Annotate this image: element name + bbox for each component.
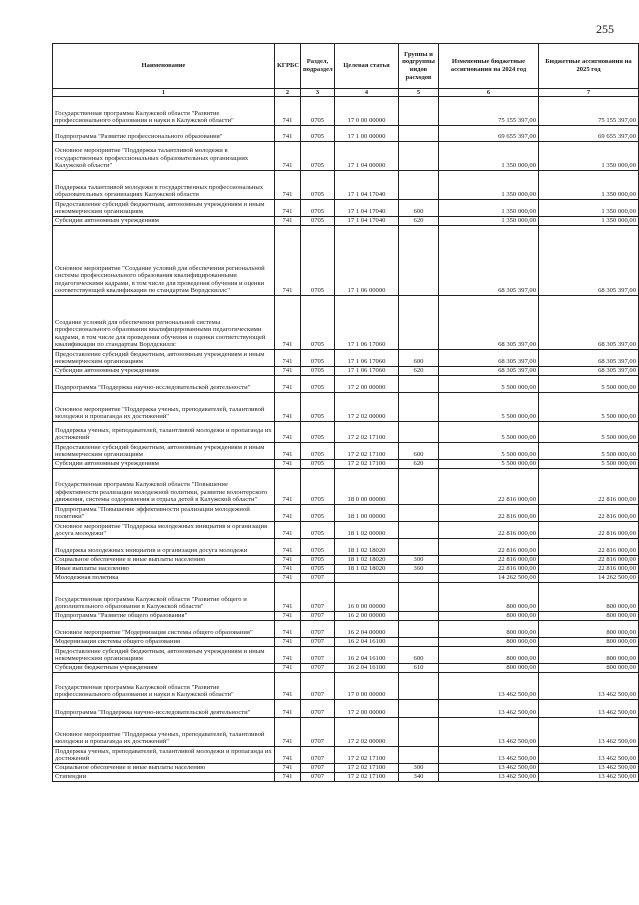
row-section: 0705 <box>301 505 335 522</box>
row-amount-2025: 68 305 397,00 <box>539 350 639 367</box>
row-kgrbs: 741 <box>275 226 301 296</box>
row-group <box>399 422 439 443</box>
row-kgrbs: 741 <box>275 422 301 443</box>
row-group <box>399 296 439 350</box>
row-amount-2024: 22 816 000,00 <box>439 522 539 539</box>
row-section: 0707 <box>301 574 335 583</box>
row-amount-2024: 75 155 397,00 <box>439 97 539 126</box>
row-kgrbs: 741 <box>275 638 301 647</box>
row-section: 0705 <box>301 539 335 556</box>
row-section: 0705 <box>301 97 335 126</box>
row-article: 17 2 00 00000 <box>335 700 399 718</box>
row-kgrbs: 741 <box>275 773 301 782</box>
row-group: 340 <box>399 773 439 782</box>
row-article: 17 2 02 17100 <box>335 422 399 443</box>
row-group <box>399 376 439 393</box>
table-row <box>53 226 639 296</box>
row-kgrbs: 741 <box>275 126 301 142</box>
row-section: 0705 <box>301 200 335 217</box>
row-name: Создание условий для обеспечения региональной системы профессионального образования квалифицированными педагогическими кадрами, в том числе для проведения обучения и оценки соответствующей квалификации по стандартам Ворлдскиллс <box>53 296 275 350</box>
row-amount-2024: 68 305 397,00 <box>439 296 539 350</box>
row-amount-2024: 22 816 000,00 <box>439 565 539 574</box>
row-name: Субсидии автономным учреждениям <box>53 460 275 469</box>
row-group <box>399 393 439 422</box>
row-article: 18 0 00 00000 <box>335 469 399 505</box>
row-kgrbs: 741 <box>275 367 301 376</box>
table-row <box>53 469 639 505</box>
row-name: Модернизация системы общего образования <box>53 638 275 647</box>
row-kgrbs: 741 <box>275 217 301 226</box>
column-number: 5 <box>399 89 439 97</box>
row-amount-2024: 5 500 000,00 <box>439 393 539 422</box>
row-amount-2025: 800 000,00 <box>539 647 639 664</box>
row-amount-2025: 800 000,00 <box>539 583 639 612</box>
row-amount-2024: 68 305 397,00 <box>439 350 539 367</box>
row-section: 0705 <box>301 522 335 539</box>
row-group <box>399 522 439 539</box>
row-group: 600 <box>399 443 439 460</box>
row-amount-2024: 13 462 500,00 <box>439 764 539 773</box>
row-group <box>399 638 439 647</box>
row-section: 0707 <box>301 664 335 673</box>
row-kgrbs: 741 <box>275 700 301 718</box>
row-kgrbs: 741 <box>275 647 301 664</box>
column-number: 1 <box>53 89 275 97</box>
row-name: Государственная программа Калужской области "Развитие профессионального образования и науки в Калужской области" <box>53 97 275 126</box>
row-amount-2025: 75 155 397,00 <box>539 97 639 126</box>
row-article: 18 1 02 18020 <box>335 556 399 565</box>
row-kgrbs: 741 <box>275 718 301 747</box>
row-kgrbs: 741 <box>275 350 301 367</box>
table-row <box>53 565 639 574</box>
row-article: 17 1 04 17040 <box>335 200 399 217</box>
row-kgrbs: 741 <box>275 443 301 460</box>
row-name: Основное мероприятие "Модернизация системы общего образования" <box>53 621 275 638</box>
table-row <box>53 171 639 200</box>
row-group: 600 <box>399 647 439 664</box>
row-kgrbs: 741 <box>275 764 301 773</box>
row-group <box>399 747 439 764</box>
row-article: 17 2 02 17100 <box>335 747 399 764</box>
row-name: Поддержка ученых, преподавателей, талантливой молодежи и пропаганда их достижений <box>53 422 275 443</box>
row-amount-2025: 800 000,00 <box>539 621 639 638</box>
row-section: 0705 <box>301 226 335 296</box>
row-amount-2024: 1 350 000,00 <box>439 200 539 217</box>
row-article: 16 0 00 00000 <box>335 583 399 612</box>
row-section: 0707 <box>301 638 335 647</box>
row-name: Молодежная политика <box>53 574 275 583</box>
column-number: 2 <box>275 89 301 97</box>
row-amount-2025: 13 462 500,00 <box>539 700 639 718</box>
table-row <box>53 664 639 673</box>
row-name: Предоставление субсидий бюджетным, автономным учреждениям и иным некоммерческим организациям <box>53 647 275 664</box>
row-name: Основное мероприятие "Поддержка ученых, преподавателей, талантливой молодежи и пропаганда их достижений" <box>53 718 275 747</box>
row-name: Субсидии бюджетным учреждениям <box>53 664 275 673</box>
row-group <box>399 226 439 296</box>
column-number: 4 <box>335 89 399 97</box>
row-name: Предоставление субсидий бюджетным, автономным учреждениям и иным некоммерческим организациям <box>53 443 275 460</box>
row-name: Иные выплаты населению <box>53 565 275 574</box>
row-amount-2025: 5 500 000,00 <box>539 443 639 460</box>
row-section: 0707 <box>301 700 335 718</box>
table-row <box>53 376 639 393</box>
row-group: 300 <box>399 556 439 565</box>
table-row <box>53 443 639 460</box>
row-section: 0705 <box>301 469 335 505</box>
table-row <box>53 773 639 782</box>
row-kgrbs: 741 <box>275 673 301 700</box>
table-row <box>53 200 639 217</box>
row-article: 16 2 04 16100 <box>335 664 399 673</box>
row-amount-2025: 14 262 500,00 <box>539 574 639 583</box>
row-article: 16 2 04 16100 <box>335 647 399 664</box>
column-number: 6 <box>439 89 539 97</box>
row-section: 0705 <box>301 367 335 376</box>
row-amount-2025: 68 305 397,00 <box>539 367 639 376</box>
row-amount-2025: 800 000,00 <box>539 612 639 621</box>
row-name: Государственная программа Калужской области "Развитие общего и дополнительного образования в Калужской области" <box>53 583 275 612</box>
table-row <box>53 126 639 142</box>
row-kgrbs: 741 <box>275 565 301 574</box>
row-section: 0707 <box>301 747 335 764</box>
row-article: 17 2 02 17100 <box>335 460 399 469</box>
row-group: 360 <box>399 565 439 574</box>
row-article: 17 1 06 17060 <box>335 296 399 350</box>
row-name: Подпрограмма "Поддержка научно-исследовательской деятельности" <box>53 700 275 718</box>
table-row <box>53 673 639 700</box>
row-name: Предоставление субсидий бюджетным, автономным учреждениям и иным некоммерческим организациям <box>53 350 275 367</box>
row-section: 0705 <box>301 171 335 200</box>
row-group: 620 <box>399 217 439 226</box>
row-name: Подпрограмма "Поддержка научно-исследовательской деятельности" <box>53 376 275 393</box>
row-amount-2025: 800 000,00 <box>539 664 639 673</box>
row-amount-2025: 5 500 000,00 <box>539 422 639 443</box>
row-amount-2025: 13 462 500,00 <box>539 764 639 773</box>
row-name: Государственная программа Калужской области "Повышение эффективности реализации молодежной политики, развитие волонтерского движения, системы оздоровления и отдыха детей в Калужской области" <box>53 469 275 505</box>
row-amount-2024: 13 462 500,00 <box>439 673 539 700</box>
column-number: 3 <box>301 89 335 97</box>
row-article <box>335 574 399 583</box>
row-article: 17 2 02 17100 <box>335 764 399 773</box>
row-amount-2024: 800 000,00 <box>439 664 539 673</box>
row-kgrbs: 741 <box>275 664 301 673</box>
row-kgrbs: 741 <box>275 171 301 200</box>
row-section: 0705 <box>301 556 335 565</box>
row-amount-2024: 5 500 000,00 <box>439 443 539 460</box>
row-section: 0707 <box>301 673 335 700</box>
row-article: 18 1 02 18020 <box>335 565 399 574</box>
row-group <box>399 171 439 200</box>
row-kgrbs: 741 <box>275 296 301 350</box>
row-name: Социальное обеспечение и иные выплаты населению <box>53 556 275 565</box>
table-row <box>53 422 639 443</box>
row-section: 0705 <box>301 393 335 422</box>
row-kgrbs: 741 <box>275 574 301 583</box>
row-amount-2024: 5 500 000,00 <box>439 460 539 469</box>
row-amount-2025: 13 462 500,00 <box>539 673 639 700</box>
row-amount-2024: 13 462 500,00 <box>439 747 539 764</box>
row-article: 18 1 02 18020 <box>335 539 399 556</box>
row-article: 17 0 00 00000 <box>335 673 399 700</box>
row-section: 0705 <box>301 443 335 460</box>
header-name: Наименование <box>53 44 275 89</box>
row-section: 0707 <box>301 773 335 782</box>
table-row <box>53 367 639 376</box>
row-amount-2024: 13 462 500,00 <box>439 718 539 747</box>
row-amount-2024: 68 305 397,00 <box>439 226 539 296</box>
row-kgrbs: 741 <box>275 583 301 612</box>
row-article: 17 1 04 17040 <box>335 217 399 226</box>
row-name: Подпрограмма "Повышение эффективности реализации молодежной политики" <box>53 505 275 522</box>
row-kgrbs: 741 <box>275 142 301 171</box>
header-section: Раздел, подраздел <box>301 44 335 89</box>
row-article: 16 2 00 00000 <box>335 612 399 621</box>
row-article: 18 1 02 00000 <box>335 522 399 539</box>
row-section: 0707 <box>301 621 335 638</box>
row-section: 0705 <box>301 376 335 393</box>
row-section: 0705 <box>301 217 335 226</box>
row-amount-2025: 22 816 000,00 <box>539 565 639 574</box>
row-article: 17 1 06 17060 <box>335 350 399 367</box>
header-amount-2024: Измененные бюджетные ассигнования на 2024 год <box>439 44 539 89</box>
row-group <box>399 612 439 621</box>
row-section: 0705 <box>301 565 335 574</box>
row-group: 300 <box>399 764 439 773</box>
table-row <box>53 393 639 422</box>
row-kgrbs: 741 <box>275 200 301 217</box>
header-amount-2025: Бюджетные ассигнования на 2025 год <box>539 44 639 89</box>
row-group <box>399 621 439 638</box>
row-amount-2025: 13 462 500,00 <box>539 773 639 782</box>
row-kgrbs: 741 <box>275 460 301 469</box>
row-name: Стипендии <box>53 773 275 782</box>
row-amount-2025: 22 816 000,00 <box>539 556 639 565</box>
table-row <box>53 700 639 718</box>
row-group: 600 <box>399 350 439 367</box>
row-kgrbs: 741 <box>275 747 301 764</box>
header-article: Целевая статья <box>335 44 399 89</box>
row-amount-2025: 13 462 500,00 <box>539 747 639 764</box>
table-row <box>53 718 639 747</box>
row-name: Государственная программа Калужской области "Развитие профессионального образования и науки в Калужской области" <box>53 673 275 700</box>
row-name: Основное мероприятие "Создание условий для обеспечения региональной системы профессионального образования квалифицированными педагогическими кадрами, в том числе для проведения обучения и оценки соответствующей квалификации по стандартам Ворлдскиллс" <box>53 226 275 296</box>
row-kgrbs: 741 <box>275 621 301 638</box>
table-row <box>53 522 639 539</box>
row-section: 0705 <box>301 350 335 367</box>
row-amount-2024: 800 000,00 <box>439 583 539 612</box>
row-amount-2024: 69 655 397,00 <box>439 126 539 142</box>
row-article: 16 2 04 16100 <box>335 638 399 647</box>
row-section: 0705 <box>301 126 335 142</box>
row-kgrbs: 741 <box>275 376 301 393</box>
row-amount-2025: 13 462 500,00 <box>539 718 639 747</box>
row-section: 0705 <box>301 296 335 350</box>
row-amount-2025: 1 350 000,00 <box>539 200 639 217</box>
row-amount-2024: 22 816 000,00 <box>439 505 539 522</box>
header-row <box>53 44 639 89</box>
row-amount-2024: 800 000,00 <box>439 638 539 647</box>
table-row <box>53 350 639 367</box>
row-kgrbs: 741 <box>275 539 301 556</box>
row-amount-2024: 5 500 000,00 <box>439 422 539 443</box>
row-amount-2025: 22 816 000,00 <box>539 539 639 556</box>
row-article: 17 2 02 17100 <box>335 443 399 460</box>
row-article: 17 0 00 00000 <box>335 97 399 126</box>
row-group <box>399 673 439 700</box>
row-name: Основное мероприятие "Поддержка молодежных инициатив и организация досуга молодежи" <box>53 522 275 539</box>
row-group: 620 <box>399 460 439 469</box>
row-amount-2025: 69 655 397,00 <box>539 126 639 142</box>
table-row <box>53 621 639 638</box>
table-row <box>53 574 639 583</box>
row-article: 17 1 04 00000 <box>335 142 399 171</box>
row-group <box>399 469 439 505</box>
table-row <box>53 217 639 226</box>
table-row <box>53 142 639 171</box>
row-name: Субсидии автономным учреждениям <box>53 367 275 376</box>
row-article: 17 2 02 00000 <box>335 393 399 422</box>
row-article: 17 1 00 00000 <box>335 126 399 142</box>
row-group: 610 <box>399 664 439 673</box>
table-row <box>53 556 639 565</box>
row-group: 600 <box>399 200 439 217</box>
table-body <box>53 97 639 782</box>
table-row <box>53 638 639 647</box>
row-article: 17 1 06 00000 <box>335 226 399 296</box>
row-amount-2025: 68 305 397,00 <box>539 226 639 296</box>
row-group <box>399 97 439 126</box>
row-amount-2024: 22 816 000,00 <box>439 556 539 565</box>
row-amount-2025: 5 500 000,00 <box>539 460 639 469</box>
row-group: 620 <box>399 367 439 376</box>
row-article: 16 2 04 00000 <box>335 621 399 638</box>
row-amount-2024: 5 500 000,00 <box>439 376 539 393</box>
table-row <box>53 505 639 522</box>
table-row <box>53 764 639 773</box>
row-article: 17 2 02 00000 <box>335 718 399 747</box>
row-section: 0705 <box>301 422 335 443</box>
row-group <box>399 583 439 612</box>
row-group <box>399 539 439 556</box>
row-amount-2024: 1 350 000,00 <box>439 217 539 226</box>
row-name: Субсидии автономным учреждениям <box>53 217 275 226</box>
budget-table <box>52 43 639 782</box>
row-kgrbs: 741 <box>275 556 301 565</box>
row-article: 17 2 00 00000 <box>335 376 399 393</box>
header-kgrbs: КГРБС <box>275 44 301 89</box>
row-amount-2024: 68 305 397,00 <box>439 367 539 376</box>
table-row <box>53 460 639 469</box>
row-kgrbs: 741 <box>275 522 301 539</box>
table-row <box>53 583 639 612</box>
column-number-row <box>53 89 639 97</box>
row-amount-2025: 5 500 000,00 <box>539 376 639 393</box>
row-amount-2024: 1 350 000,00 <box>439 171 539 200</box>
row-name: Социальное обеспечение и иные выплаты населению <box>53 764 275 773</box>
row-section: 0707 <box>301 718 335 747</box>
header-group: Группы и подгруппы видов расходов <box>399 44 439 89</box>
row-kgrbs: 741 <box>275 469 301 505</box>
row-group <box>399 126 439 142</box>
table-row <box>53 747 639 764</box>
row-amount-2025: 1 350 000,00 <box>539 142 639 171</box>
row-group <box>399 505 439 522</box>
row-name: Поддержка ученых, преподавателей, талантливой молодежи и пропаганда их достижений <box>53 747 275 764</box>
row-amount-2025: 1 350 000,00 <box>539 217 639 226</box>
row-amount-2024: 13 462 500,00 <box>439 773 539 782</box>
row-amount-2024: 14 262 500,00 <box>439 574 539 583</box>
row-name: Подпрограмма "Развитие общего образования" <box>53 612 275 621</box>
row-name: Поддержка талантливой молодежи в государственных профессиональных образовательных организациях Калужской области <box>53 171 275 200</box>
row-amount-2024: 800 000,00 <box>439 621 539 638</box>
row-article: 17 1 06 17060 <box>335 367 399 376</box>
table-row <box>53 612 639 621</box>
row-name: Поддержка молодежных инициатив и организация досуга молодежи <box>53 539 275 556</box>
row-group <box>399 142 439 171</box>
row-section: 0707 <box>301 764 335 773</box>
row-group <box>399 574 439 583</box>
row-article: 17 1 04 17040 <box>335 171 399 200</box>
row-section: 0707 <box>301 647 335 664</box>
row-amount-2024: 800 000,00 <box>439 612 539 621</box>
row-name: Основное мероприятие "Поддержка талантливой молодежи в государственных профессиональных образовательных организациях Калужской области" <box>53 142 275 171</box>
row-article: 17 2 02 17100 <box>335 773 399 782</box>
table-row <box>53 539 639 556</box>
row-kgrbs: 741 <box>275 393 301 422</box>
row-kgrbs: 741 <box>275 612 301 621</box>
page-number: 255 <box>596 22 614 36</box>
row-amount-2024: 22 816 000,00 <box>439 539 539 556</box>
row-name: Основное мероприятие "Поддержка ученых, преподавателей, талантливой молодежи и пропаганда их достижений" <box>53 393 275 422</box>
row-section: 0705 <box>301 460 335 469</box>
table-row <box>53 296 639 350</box>
row-amount-2024: 1 350 000,00 <box>439 142 539 171</box>
column-number: 7 <box>539 89 639 97</box>
row-amount-2024: 13 462 500,00 <box>439 700 539 718</box>
row-kgrbs: 741 <box>275 97 301 126</box>
row-amount-2025: 22 816 000,00 <box>539 469 639 505</box>
row-name: Подпрограмма "Развитие профессионального образования" <box>53 126 275 142</box>
row-amount-2024: 22 816 000,00 <box>439 469 539 505</box>
row-group <box>399 718 439 747</box>
row-amount-2024: 800 000,00 <box>439 647 539 664</box>
row-section: 0705 <box>301 142 335 171</box>
row-amount-2025: 22 816 000,00 <box>539 505 639 522</box>
row-amount-2025: 5 500 000,00 <box>539 393 639 422</box>
row-name: Предоставление субсидий бюджетным, автономным учреждениям и иным некоммерческим организациям <box>53 200 275 217</box>
row-kgrbs: 741 <box>275 505 301 522</box>
table-row <box>53 97 639 126</box>
row-article: 18 1 00 00000 <box>335 505 399 522</box>
row-group <box>399 700 439 718</box>
row-section: 0707 <box>301 583 335 612</box>
table-row <box>53 647 639 664</box>
row-amount-2025: 1 350 000,00 <box>539 171 639 200</box>
row-amount-2025: 68 305 397,00 <box>539 296 639 350</box>
row-amount-2025: 800 000,00 <box>539 638 639 647</box>
row-amount-2025: 22 816 000,00 <box>539 522 639 539</box>
row-section: 0707 <box>301 612 335 621</box>
